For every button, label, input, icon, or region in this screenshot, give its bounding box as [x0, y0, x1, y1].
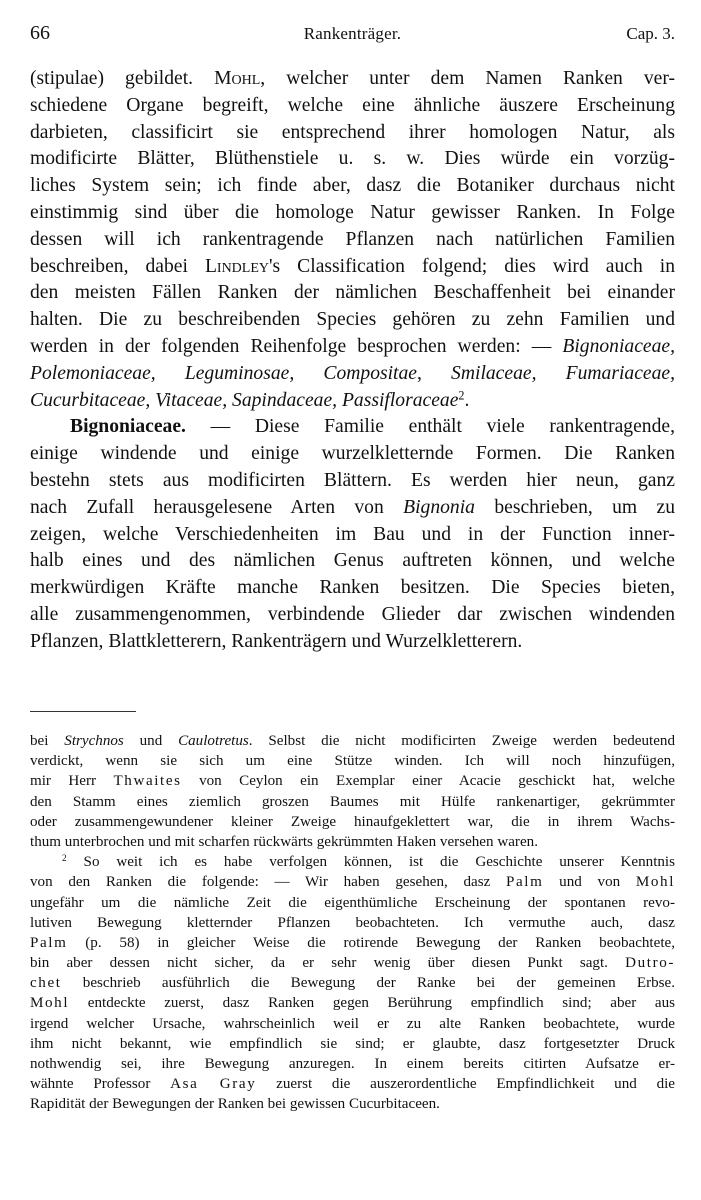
text-line: zeigen, welche Verschiedenheiten im Bau und in der Function inner- — [30, 523, 675, 545]
genus-name: Bignonia — [403, 496, 475, 518]
text-line: werden in der folgenden Reihenfolge besprochen werden: — Bignoniaceae, — [30, 335, 675, 357]
footnote-line: ungefähr um die nämliche Zeit die eigenthümliche Erscheinung der spontanen revo- — [30, 894, 675, 911]
footnote-line: lutiven Bewegung kletternder Pflanzen beobachteten. Ich vermuthe auch, dasz — [30, 914, 675, 931]
footnote-line: oder zusammengewundener kleiner Zweige hinaufgeklettert war, die in ihrem Wachs- — [30, 813, 675, 830]
text-line: Bignoniaceae. — Diese Familie enthält viele rankentragende, — [70, 416, 675, 438]
footnote-line: irgend welcher Ursache, wahrscheinlich weil er zu alte Ranken beobachtete, wurde — [30, 1015, 675, 1032]
person-name: Thwaites — [113, 773, 182, 790]
running-title: Rankenträger. — [303, 24, 402, 43]
text-line: schiedene Organe begreift, welche eine ähnliche äuszere Erscheinung — [30, 94, 675, 116]
text-line: Polemoniaceae, Leguminosae, Compositae, Smilaceae, Fumariaceae, — [30, 362, 675, 384]
family-name: Bignoniaceae, — [562, 335, 675, 357]
footnote-line: nothwendig sei, ihre Bewegung anzuregen. In einem bereits citirten Aufsatze er- — [30, 1056, 675, 1072]
page-header — [30, 22, 675, 48]
text-line: den meisten Fällen Ranken der nämlichen Beschaffenheit bei einander — [30, 282, 675, 304]
text-line: halten. Die zu beschreibenden Species gehören zu zehn Familien und — [30, 309, 675, 331]
text-line: einige windende und einige wurzelkletternde Formen. Die Ranken — [30, 443, 675, 465]
chapter-label: Cap. 3. — [626, 24, 675, 43]
footnote-line: mir Herr Thwaites von Ceylon ein Exemplar einer Acacie geschickt hat, welche — [30, 773, 676, 790]
author-name: Lindley — [204, 255, 270, 277]
footnote-line: Palm (p. 58) in gleicher Weise die rotirende Bewegung der Ranken beobachtete, — [30, 934, 675, 951]
text-line: modificirte Blätter, Blüthenstiele u. s. w. Dies würde ein vorzüg- — [30, 148, 675, 170]
text-line: liches System sein; ich finde aber, dasz die Botaniker durchaus nicht — [30, 175, 675, 197]
footnote-line: Mohl entdeckte zuerst, dasz Ranken gegen Berührung empfindlich sind; aber aus — [30, 995, 675, 1012]
footnote-ref: 2 — [458, 387, 465, 402]
footnote-line: bin aber dessen nicht sicher, da er sehr wenig über diesen Punkt sagt. Dutro- — [30, 955, 675, 972]
text-line: alle zusammengenommen, verbindende Glieder dar zwischen windenden — [30, 603, 675, 625]
footnotes — [30, 731, 675, 1115]
footnote-line: von den Ranken die folgende: — Wir haben gesehen, dasz Palm und von Mohl — [30, 874, 675, 891]
text-line: Cucurbitaceae, Vitaceae, Sapindaceae, Passifloraceae$^2$. — [30, 387, 470, 411]
text-line: dessen will ich rankentragende Pflanzen nach natürlichen Familien — [30, 228, 675, 250]
footnote-marker: 2 — [62, 853, 67, 864]
main-text — [30, 66, 675, 656]
text-line: einstimmig sind über die homologe Natur gewisser Ranken. In Folge — [30, 201, 675, 223]
text-line: merkwürdigen Kräfte manche Ranken besitzen. Die Species bieten, — [30, 577, 675, 599]
footnote-line: verdickt, wenn sie sich um eine Stütze winden. Ich will noch hinzufügen, — [30, 753, 675, 770]
footnote-line: chet beschrieb ausführlich die Bewegung der Ranke bei der gemeinen Erbse. — [30, 975, 676, 992]
text-line: Pflanzen, Blattkletterern, Rankenträgern und Wurzelkletterern. — [30, 630, 523, 652]
footnote-line: den Stamm eines ziemlich groszen Baumes mit Hülfe rankenartiger, gekrümmter — [30, 793, 675, 810]
section-heading: Bignoniaceae. — [70, 416, 186, 438]
footnote-line: $^2$ So weit ich es habe verfolgen können, ist die Geschichte unserer Kenntnis — [62, 853, 676, 871]
text-line: nach Zufall herausgelesene Arten von Bignonia beschrieben, um zu — [30, 496, 676, 518]
author-name: Mohl — [214, 68, 261, 89]
footnote-line: wähnte Professor Asa Gray zuerst die auszerordentliche Empfindlichkeit und die — [30, 1076, 676, 1093]
page-number: 66 — [30, 22, 50, 44]
text-line: beschreiben, dabei Lindley's Classification folgend; dies wird auch in — [30, 255, 676, 277]
footnote-line: bei Strychnos und Caulotretus. Selbst die nicht modificirten Zweige werden bedeutend — [30, 733, 676, 749]
text-line: halb eines und des nämlichen Genus auftreten können, und welche — [30, 550, 675, 572]
footnote-line: Rapidität der Bewegungen der Ranken bei gewissen Cucurbitaceen. — [30, 1096, 440, 1113]
text-line: bestehn stets aus modificirten Blättern. Es werden hier neun, ganz — [30, 469, 675, 491]
text-line: (stipulae) gebildet. Mohl, welcher unter dem Namen Ranken ver- — [30, 68, 676, 89]
text-line: darbieten, classificirt sie entsprechend ihrer homologen Natur, als — [30, 121, 675, 143]
footnote-line: ihm nicht bekannt, wie empfindlich sie sind; er glaubte, dasz fortgesetzter Druck — [30, 1035, 675, 1052]
footnote-line: thum unterbrochen und mit scharfen rückwärts gekrümmten Haken versehen waren. — [30, 833, 538, 850]
footnote-divider — [30, 711, 136, 712]
